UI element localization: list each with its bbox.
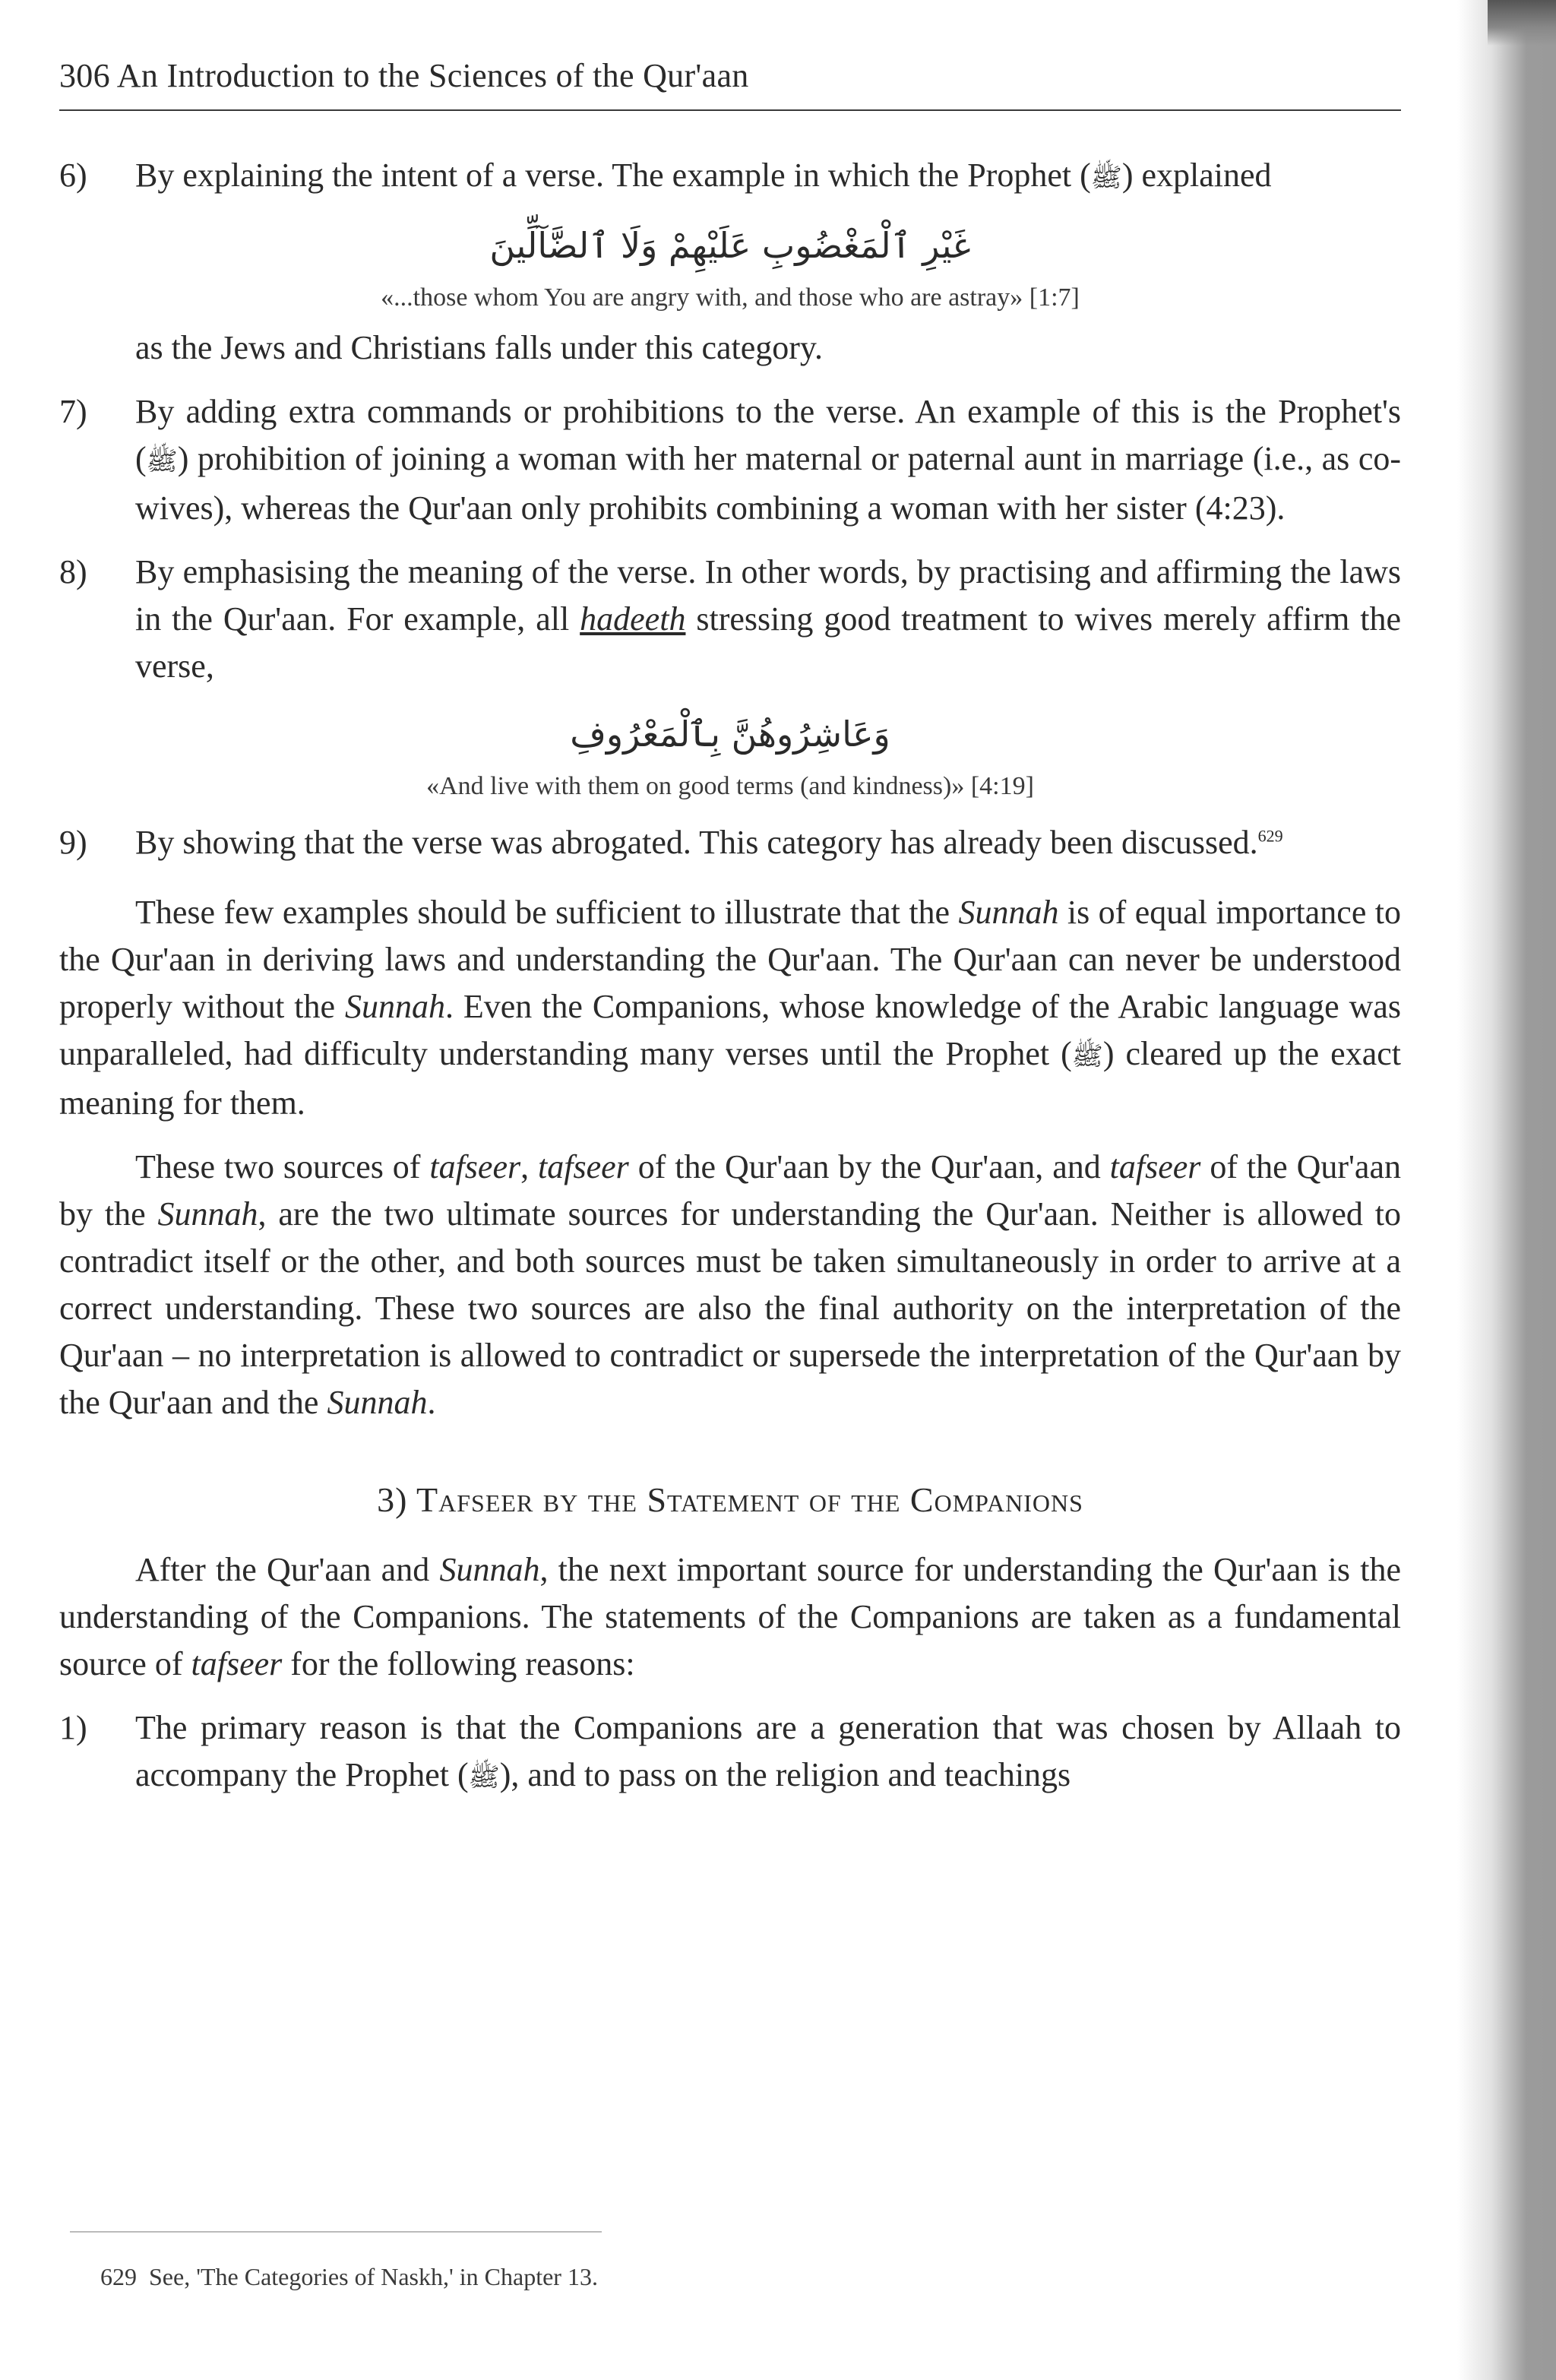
page-edge-shadow <box>1457 0 1556 2380</box>
item-number: 9) <box>59 824 87 861</box>
item-text: The primary reason is that the Companions are a generation that was chosen by Allaah to accompany the Prophet (ﷺ), and to pass on the religion and teachings <box>135 1709 1401 1793</box>
verse-translation: «And live with them on good terms (and kindness)» [4:19] <box>426 772 1034 800</box>
list-item-6 <box>59 152 1401 201</box>
salawat-symbol: ﷺ <box>468 1762 500 1793</box>
book-title: An Introduction to the Sciences of the Qur'aan <box>116 57 749 94</box>
item-text: By explaining the intent of a verse. The example in which the Prophet (ﷺ) explained <box>135 157 1272 194</box>
page-edge-top <box>1488 0 1556 46</box>
footnote-ref[interactable]: 629 <box>1257 826 1283 846</box>
arabic-verse: وَعَاشِرُوهُنَّ بِٱلْمَعْرُوفِ <box>570 714 890 755</box>
paragraph-2: These two sources of tafseer, tafseer of the Qur'aan by the Qur'aan, and tafseer of the Qur'aan by the Sunnah, are the two ultimate sources for understanding the Qur'aan. Neither is allowed to contradict itself or the other, and both sources must be taken simultaneously in order to arrive at a correct understanding. These two sources are also the final authority on the interpretation of the Qur'aan – no interpretation is allowed to contradict or supersede the interpretation of the Qur'aan by the Qur'aan and the Sunnah. <box>59 1148 1401 1421</box>
list-item-7 <box>59 388 1401 532</box>
page-content <box>59 152 1401 1818</box>
header-rule <box>59 109 1401 111</box>
item-number: 6) <box>59 157 87 194</box>
paragraph-3: After the Qur'aan and Sunnah, the next important source for understanding the Qur'aan is the understanding of the Companions. The statements of the Companions are taken as a fundamental source of tafseer for the following reasons: <box>59 1551 1402 1682</box>
arabic-verse: غَيْرِ ٱلْمَغْضُوبِ عَلَيْهِمْ وَلَا ٱلضَّآلِّينَ <box>489 225 971 266</box>
section-heading: 3) Tafseer by the Statement of the Companions <box>377 1480 1083 1519</box>
salawat-symbol: ﷺ <box>1071 1041 1103 1071</box>
verse-translation: «...those whom You are angry with, and those who are astray» [1:7] <box>381 283 1080 312</box>
salawat-symbol: ﷺ <box>146 446 178 476</box>
paragraph-1: These few examples should be sufficient to illustrate that the Sunnah is of equal importance to the Qur'aan in deriving laws and understanding the Qur'aan. The Qur'aan can never be understood properly without the Sunnah. Even the Companions, whose knowledge of the Arabic language was unparalleled, had difficulty understanding many verses until the Prophet (ﷺ) cleared up the exact meaning for them. <box>59 894 1402 1122</box>
footnote-text: See, 'The Categories of Naskh,' in Chapter 13. <box>149 2263 598 2290</box>
item-number: 7) <box>59 393 87 430</box>
footnote <box>100 2263 598 2291</box>
item-text: By adding extra commands or prohibitions to the verse. An example of this is the Prophet's (ﷺ) prohibition of joining a woman with her maternal or paternal aunt in marriage (i.e., as co-wives), whereas the Qur'aan only prohibits combining a woman with her sister (4:23). <box>135 393 1401 527</box>
item-text: By showing that the verse was abrogated. This category has already been discussed.$^{629}$ <box>135 824 1283 861</box>
footnote-number: 629 <box>100 2263 137 2290</box>
item-number: 8) <box>59 553 87 590</box>
footnote-rule <box>70 2231 602 2233</box>
item-text: By emphasising the meaning of the verse. In other words, by practising and affirming the laws in the Qur'aan. For example, all hadeeth stressing good treatment to wives merely affirm the verse, <box>135 553 1402 685</box>
list-item-8 <box>59 549 1401 690</box>
item-number: 1) <box>59 1709 87 1746</box>
italic-term: hadeeth <box>580 600 686 638</box>
item-continuation: as the Jews and Christians falls under this category. <box>135 329 824 366</box>
page-number: 306 <box>59 57 110 94</box>
salawat-symbol: ﷺ <box>1090 163 1122 193</box>
list-item-9 <box>59 819 1401 866</box>
running-header <box>59 56 1396 95</box>
list-item-1 <box>59 1704 1401 1801</box>
